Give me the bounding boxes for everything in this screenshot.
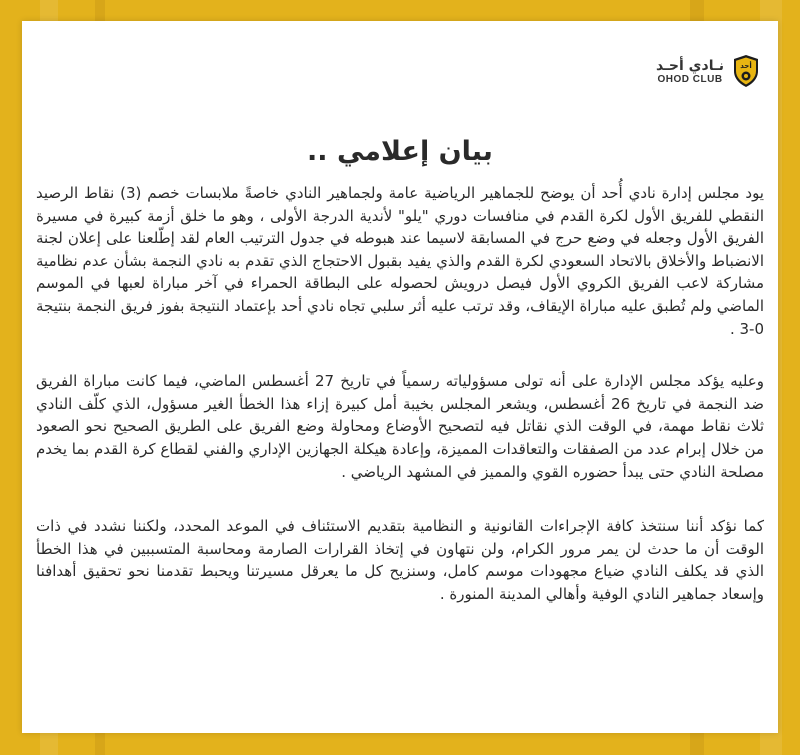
- statement-title: بيان إعلامي ..: [307, 136, 493, 167]
- statement-body: [36, 182, 764, 606]
- club-name-english: OHOD CLUB: [657, 73, 723, 85]
- club-logo-text: [656, 58, 724, 85]
- statement-paragraph: كما نؤكد أننا سنتخذ كافة الإجراءات القانونية و النظامية بتقديم الاستئناف في الموعد المحدد، ولكننا نشدد في ذات الوقت أن ما حدث لن يمر مرور الكرام، ولن نتهاون في إتخاذ القرارات الصارمة ومحاسبة المتسببين في هذا الخطأ الذي قد يكلف النادي ضياع مجهودات موسم كامل، وسنزيح كل ما يعرقل مسيرتنا ويحبط تقدمنا نحو تحقيق أهدافنا وإسعاد جماهير النادي الوفية وأهالي المدينة المنورة .: [36, 517, 764, 603]
- statement-paragraph: يود مجلس إدارة نادي أُحد أن يوضح للجماهير الرياضية عامة ولجماهير النادي خاصةً ملابسات خصم (3) نقاط الرصيد النقطي للفريق الأول لكرة القدم في منافسات دوري "يلو" لأندية الدرجة الأولى ، وهو ما خلق أزمة كبيرة في مسيرة الفريق الأول وجعله في وضع حرج في المسابقة لاسيما عند هبوطه في جدول الترتيب العام لقد إطّلعنا على إعلان لجنة الانضباط والأخلاق بالاتحاد السعودي لكرة القدم والذي يفيد بقبول الاحتجاج الذي تقدم به نادي النجمة بشأن عدم نظامية مشاركة لاعب الفريق الكروي الأول فيصل درويش لحصوله على البطاقة الحمراء في آخر مباراة لعبها في الموسم الماضي ولم تُطبق عليه مباراة الإيقاف، وقد ترتب عليه أثر سلبي تجاه نادي أحد بإعتماد النتيجة بفوز فريق النجمة بنتيجة 0-3 .: [36, 184, 764, 338]
- club-name-arabic: نـادي أحـد: [656, 57, 724, 74]
- club-logo: [656, 54, 760, 88]
- club-crest-icon: [732, 54, 760, 88]
- statement-card: [22, 21, 778, 733]
- club-crest-text: أحد: [740, 62, 752, 70]
- statement-paragraph: وعليه يؤكد مجلس الإدارة على أنه تولى مسؤولياته رسمياً في تاريخ 27 أغسطس الماضي، فيما كانت مباراة الفريق ضد النجمة في تاريخ 26 أغسطس، ويشعر المجلس بخيبة أمل كبيرة إزاء هذا الخطأ الغير مسؤول، الذي كلّف النادي ثلاث نقاط مهمة، في الوقت الذي نقاتل فيه لتصحيح الأوضاع ومحاولة وضع الفريق على الطريق الصحيح نحو الصعود من خلال إبرام عدد من الصفقات والتعاقدات المميزة، وإعادة هيكلة الجهازين الإداري والفني لقطاع كرة القدم بما يخدم مصلحة النادي حتى يبدأ حضوره القوي والمميز في المشهد الرياضي .: [36, 372, 764, 481]
